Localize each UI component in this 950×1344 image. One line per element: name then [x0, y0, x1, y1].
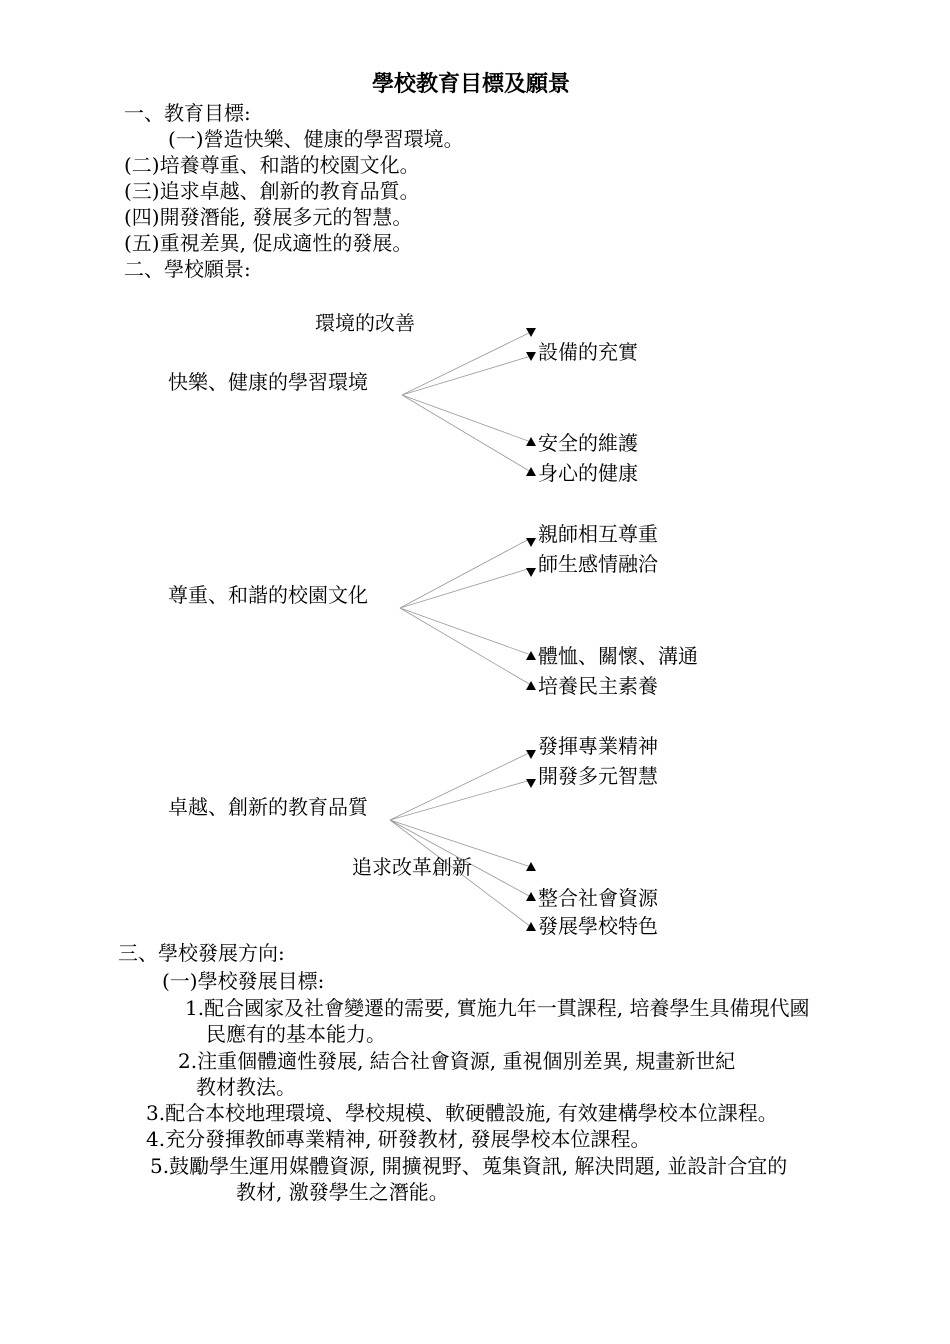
vision-branch: 培養民主素養: [538, 674, 658, 698]
connector-line: [400, 538, 531, 608]
arrow-up-icon: [526, 437, 536, 446]
arrow-down-icon: [526, 750, 536, 759]
arrow-up-icon: [526, 892, 536, 901]
vision-root: 快樂、健康的學習環境: [168, 370, 368, 394]
direction-item: 5.鼓勵學生運用媒體資源, 開擴視野、蒐集資訊, 解決問題, 並設計合宜的: [150, 1154, 788, 1178]
arrow-down-icon: [526, 328, 536, 337]
direction-item: 4.充分發揮教師專業精神, 研發教材, 發展學校本位課程。: [146, 1127, 651, 1151]
vision-float-label: 追求改革創新: [352, 855, 472, 879]
direction-item: 2.注重個體適性發展, 結合社會資源, 重視個別差異, 規畫新世紀: [178, 1049, 736, 1073]
arrow-down-icon: [526, 538, 536, 547]
connector-line: [400, 568, 531, 608]
subsection-heading: (一)學校發展目標:: [162, 969, 325, 993]
direction-item: 3.配合本校地理環境、學校規模、軟硬體設施, 有效建構學校本位課程。: [146, 1101, 778, 1125]
vision-branch: 整合社會資源: [538, 886, 658, 910]
vision-float-label: 環境的改善: [315, 311, 415, 335]
goal-item: (五)重視差異, 促成適性的發展。: [124, 231, 413, 255]
vision-branch: 設備的充實: [538, 340, 638, 364]
connector-line: [402, 332, 531, 395]
arrow-up-icon: [526, 651, 536, 660]
arrow-down-icon: [526, 779, 536, 788]
direction-item-continued: 教材教法。: [196, 1075, 296, 1099]
direction-item-continued: 教材, 激發學生之潛能。: [236, 1180, 449, 1204]
connector-line: [402, 395, 531, 442]
connector-line: [402, 356, 531, 395]
vision-branch: 身心的健康: [538, 461, 638, 485]
goal-item: (四)開發潛能, 發展多元的智慧。: [124, 205, 413, 229]
vision-branch: 體恤、關懷、溝通: [538, 644, 698, 668]
direction-item-continued: 民應有的基本能力。: [206, 1022, 386, 1046]
vision-branch: 安全的維護: [538, 431, 638, 455]
connector-line: [402, 395, 531, 472]
arrow-up-icon: [526, 922, 536, 931]
direction-item: 1.配合國家及社會變遷的需要, 實施九年一貫課程, 培養學生具備現代國: [185, 996, 810, 1020]
section-heading-direction: 三、學校發展方向:: [118, 941, 285, 965]
arrow-up-icon: [526, 467, 536, 476]
vision-branch: 開發多元智慧: [538, 764, 658, 788]
goal-item: (二)培養尊重、和諧的校園文化。: [124, 153, 420, 177]
vision-root: 卓越、創新的教育品質: [168, 795, 368, 819]
vision-root: 尊重、和諧的校園文化: [168, 583, 368, 607]
goal-item: (一)營造快樂、健康的學習環境。: [168, 127, 464, 151]
page-title: 學校教育目標及願景: [372, 71, 571, 97]
vision-branch: 親師相互尊重: [538, 522, 658, 546]
connector-line: [400, 608, 531, 655]
section-heading-vision: 二、學校願景:: [124, 257, 251, 281]
vision-branch: 師生感情融洽: [538, 552, 658, 576]
connector-line: [400, 608, 531, 685]
arrow-up-icon: [526, 681, 536, 690]
vision-branch: 發展學校特色: [538, 914, 658, 938]
section-heading-goals: 一、教育目標:: [124, 101, 251, 125]
goal-item: (三)追求卓越、創新的教育品質。: [124, 179, 420, 203]
arrow-down-icon: [526, 352, 536, 361]
vision-branch: 發揮專業精神: [538, 734, 658, 758]
arrow-down-icon: [526, 568, 536, 577]
arrow-up-icon: [526, 862, 536, 871]
